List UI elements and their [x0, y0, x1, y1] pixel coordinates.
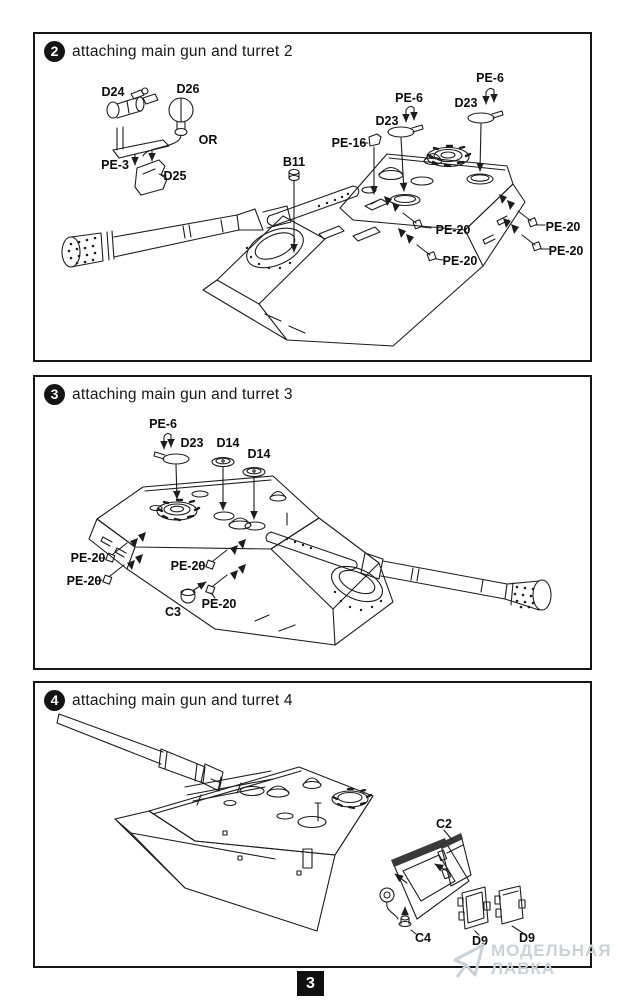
- part-label-d23: D23: [180, 436, 204, 450]
- hull-side: [89, 519, 393, 645]
- casemate-roof: [340, 146, 513, 230]
- step-3-illustration: [35, 377, 590, 668]
- part-label-pe-20: PE-20: [66, 574, 102, 588]
- pe20-rods: [96, 532, 246, 598]
- part-label-c4: C4: [415, 931, 431, 945]
- step-number-badge: 3: [44, 384, 65, 405]
- step-number-badge: 4: [44, 690, 65, 711]
- part-label-pe-6: PE-6: [149, 417, 177, 431]
- bracket-pe3-part: [113, 127, 169, 165]
- part-label-pe-6: PE-6: [395, 91, 423, 105]
- hull-rear-face: [380, 838, 469, 919]
- bolt-b11-part: [289, 170, 299, 253]
- casemate-roof: [97, 476, 319, 549]
- gun-barrel: [62, 206, 291, 267]
- step-2-header: [44, 41, 293, 62]
- step-3-panel: [33, 375, 592, 670]
- cap-d14-part-2: [243, 468, 265, 520]
- page-number: 3: [297, 971, 324, 996]
- cap-c3-part: [181, 582, 206, 603]
- step-3-header: [44, 384, 293, 405]
- mantlet-flange: [217, 216, 325, 304]
- part-label-d9: D9: [472, 934, 488, 948]
- periscope-d24-part: [107, 88, 158, 118]
- part-label-d14: D14: [247, 447, 271, 461]
- step-title: attaching main gun and turret 2: [72, 42, 293, 60]
- part-label-pe-20: PE-20: [170, 559, 206, 573]
- muzzle-brake-holes: [68, 237, 97, 265]
- hull-side: [115, 796, 373, 931]
- part-label-c3: C3: [165, 605, 181, 619]
- part-label-d24: D24: [101, 85, 125, 99]
- part-label-pe-20: PE-20: [201, 597, 237, 611]
- part-label-pe-6: PE-6: [476, 71, 504, 85]
- part-label-d23: D23: [454, 96, 478, 110]
- gun-barrel: [57, 714, 223, 791]
- part-label-pe-3: PE-3: [101, 158, 129, 172]
- hatch-d23-right-part: [468, 88, 503, 171]
- part-label-pe-16: PE-16: [331, 136, 367, 150]
- hatch-d9-part-2: [495, 886, 525, 933]
- part-label-b11: B11: [282, 155, 306, 169]
- part-label-d14: D14: [216, 436, 240, 450]
- step-4-illustration: [35, 683, 590, 966]
- gun-barrel: [361, 553, 551, 610]
- part-label-pe-20: PE-20: [548, 244, 584, 258]
- step-4-header: [44, 690, 293, 711]
- step-title: attaching main gun and turret 3: [72, 385, 293, 403]
- paper-plane-icon: [452, 942, 486, 982]
- part-label-or: OR: [198, 133, 218, 147]
- part-label-d23: D23: [375, 114, 399, 128]
- part-label-d26: D26: [176, 82, 200, 96]
- watermark-text: [491, 942, 612, 978]
- periscope-d26-part: [143, 98, 193, 156]
- step-4-panel: [33, 681, 592, 968]
- mantlet-flange: [271, 518, 388, 611]
- step-number-badge: 2: [44, 41, 65, 62]
- clamp-d25-part: [135, 160, 167, 195]
- hatch-d9-part-1: [458, 887, 490, 935]
- watermark-line-2: ЛАВКА: [491, 958, 556, 978]
- part-label-pe-20: PE-20: [70, 551, 106, 565]
- part-label-pe-20: PE-20: [442, 254, 478, 268]
- step-2-panel: [33, 32, 592, 362]
- watermark-line-1: МОДЕЛЬНАЯ: [491, 941, 612, 960]
- part-label-pe-20: PE-20: [435, 223, 471, 237]
- handrail-loop: [266, 532, 357, 570]
- part-label-pe-20: PE-20: [545, 220, 581, 234]
- part-label-c2: C2: [436, 817, 452, 831]
- step-2-illustration: [35, 34, 590, 360]
- hatch-d23-left-part: [388, 106, 423, 191]
- step-title: attaching main gun and turret 4: [72, 691, 293, 709]
- part-label-d9: D9: [519, 931, 535, 945]
- part-label-d25: D25: [163, 169, 187, 183]
- watermark: [452, 942, 612, 982]
